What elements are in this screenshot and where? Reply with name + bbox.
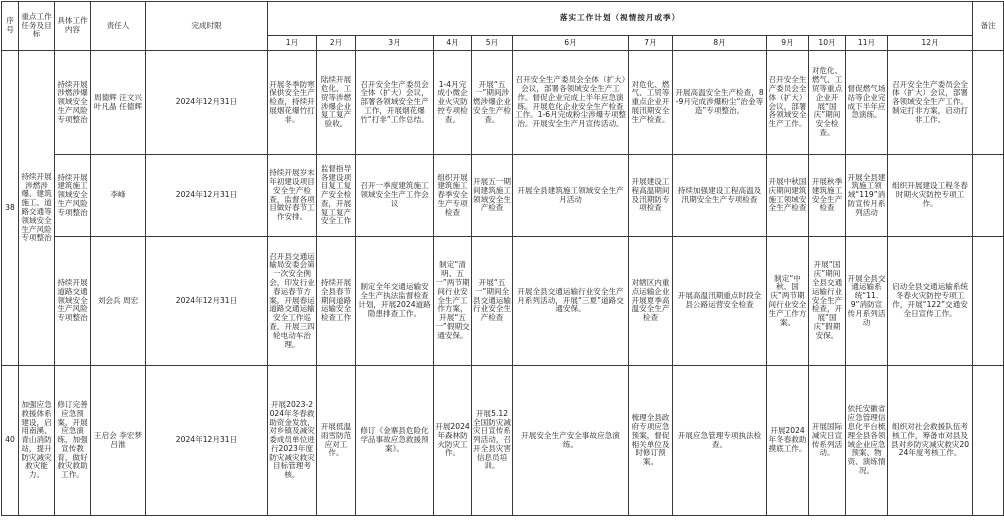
row-content: 持续开展建筑施工领域安全生产风险专项整治 — [55, 155, 91, 237]
row-deadline: 2024年12月31日 — [146, 237, 268, 366]
plan-cell: 对危化、燃气、工贸等重点企业开展“国庆”期间安全检查。 — [809, 51, 846, 155]
plan-cell: 1-4月完成小微企业火灾防控专项检查。 — [434, 51, 472, 155]
plan-cell: 开展应急管理专项执法检查。 — [673, 366, 767, 516]
header-month: 5月 — [472, 36, 513, 51]
header-row-1 — [2, 2, 1004, 36]
plan-cell: 制定全年交通运输安全生产执法监督检查计划，开展2024道路隐患排查工作。 — [356, 237, 434, 366]
table-row — [2, 237, 1004, 366]
header-month: 9月 — [767, 36, 809, 51]
row-owner: 刘会兵 周宏 — [91, 237, 146, 366]
plan-cell: 召开安全生产委员会全体（扩大）会议，部署各领域安全生产工作。制定打非方案，启动打非工作。 — [888, 51, 973, 155]
plan-cell: 督促燃气场站等企业完成下半年应急演练。 — [846, 51, 888, 155]
plan-cell: 开展高温汛期重点时段全县公路运营安全检查 — [673, 237, 767, 366]
plan-cell: 梳理全县政府专项应急预案，督促相关单位及时修订预案。 — [629, 366, 673, 516]
header-deadline: 完成时限 — [146, 2, 268, 51]
plan-cell: 开展“五一”期间全县交通运输行业安全生产检查 — [472, 237, 513, 366]
plan-cell: 召开安全生产委员会全体（扩大）会议，部署各领域安全生产工作。督促企业完成上半年应急演练。开展危化企业安全生产检查工作。1-6月完成粉尘涉爆专项整治。开展安全生产月宣传活动。 — [513, 51, 629, 155]
plan-cell: 开展中秋国庆期间建筑施工领域安全生产检查 — [767, 155, 809, 237]
header-month: 6月 — [513, 36, 629, 51]
row-seq: 40 — [2, 366, 19, 516]
plan-cell: 对危化、燃气、工贸等重点企业开展汛期安全生产检查。 — [629, 51, 673, 155]
plan-cell: 开展2024年冬春救助摸底工作。 — [767, 366, 809, 516]
plan-cell: 开展冬季防寒保供安全生产检查，持续开展烟花爆竹打非。 — [268, 51, 317, 155]
header-month: 4月 — [434, 36, 472, 51]
row-content: 修订完善应急预案，开展应急演练，加强宣传教育，做好救灾救助工作。 — [55, 366, 91, 516]
header-task: 重点工作任务及目标 — [19, 2, 55, 51]
header-month: 12月 — [888, 36, 973, 51]
plan-cell: 开展高温安全生产检查，8-9月完成涉爆粉尘“治金等造”专项整治。 — [673, 51, 767, 155]
table-row — [2, 155, 1004, 237]
plan-cell: 开展5.12全国防灾减灾日宣传系列活动，召开全县灾害信息员培训。 — [472, 366, 513, 516]
plan-cell: 开展“国庆”期间全县交通运输行业安全生产检查，开展“国庆”假期安保。 — [809, 237, 846, 366]
header-seq: 序号 — [2, 2, 19, 51]
row-note — [973, 237, 1004, 366]
header-month: 1月 — [268, 36, 317, 51]
header-month: 10月 — [809, 36, 846, 51]
plan-cell: 依托安徽省应急管理信息化平台梳理全县各领域企业应急预案、物资、演练情况。 — [846, 366, 888, 516]
plan-cell: 开展秋季建筑施工安全生产检查 — [809, 155, 846, 237]
row-owner: 周德辉 汪文兴 叶凡晶 任德辉 — [91, 51, 146, 155]
row-seq: 38 — [2, 51, 19, 366]
plan-cell: 持续开展全县春节期间道路运输安全检查工作 — [317, 237, 356, 366]
plan-cell: 开展五一期间建筑施工领域安全生产检查 — [472, 155, 513, 237]
work-plan-table — [1, 1, 1004, 516]
header-month: 8月 — [673, 36, 767, 51]
plan-cell: 制定“中秋、国庆”两节期间行业安全生产工作方案。 — [767, 237, 809, 366]
header-plan-title: 落实工作计划（视情按月或季） — [268, 2, 973, 36]
row-task: 加强应急救援体系建设，启用南溪、青山消防站，提升防灾减灾救灾能力。 — [19, 366, 55, 516]
header-owner: 责任人 — [91, 2, 146, 51]
plan-cell: 对辖区内重点运输企业开展夏季高温安全生产检查 — [629, 237, 673, 366]
plan-cell: 开展“五一”期间涉燃涉爆企业安全生产检查。 — [472, 51, 513, 155]
plan-cell: 召开安全生产委员会全体（扩大）会议，部署各领域安全生产工作。 — [767, 51, 809, 155]
header-month: 11月 — [846, 36, 888, 51]
plan-cell: 召开一季度建筑施工领域安全生产工作会议 — [356, 155, 434, 237]
plan-cell: 组织对社会救援队伍考核工作，筹备市对县及县对乡防灾减灾救灾2024年度考核工作。 — [888, 366, 973, 516]
plan-cell: 开展全县建筑施工领域“119”消防宣传月系列活动 — [846, 155, 888, 237]
row-note — [973, 366, 1004, 516]
plan-cell: 开展全县建筑施工领域安全生产月活动 — [513, 155, 629, 237]
header-content: 具体工作内容 — [55, 2, 91, 51]
row-note — [973, 51, 1004, 155]
table-row — [2, 51, 1004, 155]
plan-cell: 召开县交通运输局安委会第一次安全例会，印发行业春运春节方案，开展春运道路交通运输安全工作巡查，开展三四轮电动车治理。 — [268, 237, 317, 366]
plan-cell: 开展全县交通运输系统“11.9”消防宣传月系列活动 — [846, 237, 888, 366]
plan-cell: 修订《金寨县危险化学品事故应急救援预案》。 — [356, 366, 434, 516]
row-content: 持续开展涉燃涉爆领域安全生产风险专项整治 — [55, 51, 91, 155]
plan-cell: 启动全县交通运输系统冬春火灾防控专项工作，开展“122”交通安全日宣传工作。 — [888, 237, 973, 366]
plan-cell: 持续开展岁末年初建设项目安全生产检查，监督各项目做好春节工作安排。 — [268, 155, 317, 237]
plan-cell: 召开安全生产委员会全体（扩大）会议，部署各领域安全生产工作，开展烟花爆竹“打非”工作总结。 — [356, 51, 434, 155]
row-note — [973, 155, 1004, 237]
plan-cell: 开展2023-2024年冬春救助资金发放，对乡镇及减灾委成员单位进行2023年度防灾减灾救灾目标管理考核。 — [268, 366, 317, 516]
plan-cell: 开展2024年森林防火防灾工作。 — [434, 366, 472, 516]
plan-cell: 开展安全生产安全事故应急演练。 — [513, 366, 629, 516]
row-owner: 王启会 李宏梦 吕淮 — [91, 366, 146, 516]
table-row — [2, 366, 1004, 516]
plan-cell: 监督指导各建设项目复工复产安全检查，开展复工复产安全工作 — [317, 155, 356, 237]
plan-cell: 陆续开展危化、工贸等涉燃涉爆企业复工复产验收。 — [317, 51, 356, 155]
plan-cell: 组织开展建筑施工春季安全生产专项检查 — [434, 155, 472, 237]
header-month: 7月 — [629, 36, 673, 51]
plan-cell: 持续加强建设工程高温及汛期安全生产专项检查 — [673, 155, 767, 237]
header-month: 3月 — [356, 36, 434, 51]
row-deadline: 2024年12月31日 — [146, 366, 268, 516]
plan-cell: 制定“清明、五一”两节期间行业安全生产工作方案，开展“五一”假期交通安保。 — [434, 237, 472, 366]
plan-cell: 开展建设工程高温期间及汛期防专项检查 — [629, 155, 673, 237]
plan-cell: 开展低温雨雪防范应对工作。 — [317, 366, 356, 516]
row-deadline: 2024年12月31日 — [146, 155, 268, 237]
row-task: 持续开展涉燃涉爆、建筑施工、道路交通等领域安全生产风险专项整治 — [19, 51, 55, 366]
row-owner: 李峰 — [91, 155, 146, 237]
header-month: 2月 — [317, 36, 356, 51]
row-content: 持续开展道路交通领域安全生产风险专项整治 — [55, 237, 91, 366]
plan-cell: 组织开展建设工程冬春时期火灾防控专项工作。 — [888, 155, 973, 237]
plan-cell: 开展国际减灾日宣传系列活动。 — [809, 366, 846, 516]
plan-cell: 开展全县交通运输行业安全生产月系列活动，开展“三夏”道路交通安保。 — [513, 237, 629, 366]
header-note: 备注 — [973, 2, 1004, 51]
row-deadline: 2024年12月31日 — [146, 51, 268, 155]
